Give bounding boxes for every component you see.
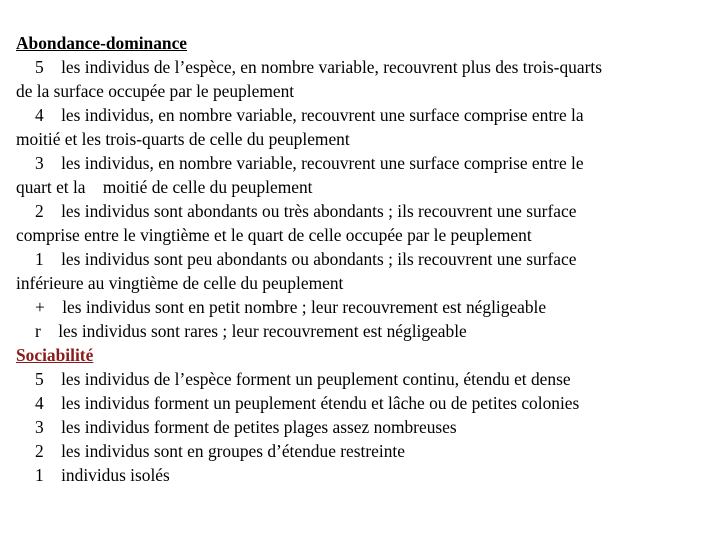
abondance-entry-3 bbox=[16, 151, 706, 175]
sociabilite-entry-3 bbox=[16, 415, 706, 439]
heading-abondance-dominance: Abondance-dominance bbox=[16, 33, 188, 53]
entry-code: 3 bbox=[35, 153, 44, 173]
abondance-entry-3-cont: quart et la moitié de celle du peuplement bbox=[16, 177, 313, 197]
entry-text: les individus forment de petites plages assez nombreuses bbox=[61, 417, 457, 437]
entry-text: les individus sont abondants ou très abondants ; ils recouvrent une surface bbox=[61, 201, 577, 221]
entry-code: 3 bbox=[35, 417, 44, 437]
abondance-entry-5-cont: de la surface occupée par le peuplement bbox=[16, 81, 295, 101]
entry-text: les individus de l’espèce, en nombre variable, recouvrent plus des trois-quarts bbox=[61, 57, 602, 77]
entry-code: 4 bbox=[35, 105, 44, 125]
entry-text: les individus sont en groupes d’étendue restreinte bbox=[61, 441, 405, 461]
entry-text: les individus sont peu abondants ou abondants ; ils recouvrent une surface bbox=[61, 249, 577, 269]
entry-text: individus isolés bbox=[61, 465, 170, 485]
abondance-entry-4-cont: moitié et les trois-quarts de celle du peuplement bbox=[16, 129, 350, 149]
sociabilite-entry-2 bbox=[16, 439, 706, 463]
abondance-entry-2-cont: comprise entre le vingtième et le quart de celle occupée par le peuplement bbox=[16, 225, 532, 245]
sociabilite-entry-1 bbox=[16, 463, 706, 487]
entry-text: les individus de l’espèce forment un peuplement continu, étendu et dense bbox=[61, 369, 571, 389]
entry-code: 5 bbox=[35, 369, 44, 389]
entry-code: r bbox=[35, 321, 41, 341]
abondance-entry-r bbox=[16, 319, 706, 343]
entry-text: les individus, en nombre variable, recouvrent une surface comprise entre la bbox=[61, 105, 584, 125]
abondance-entry-plus bbox=[16, 295, 706, 319]
sociabilite-entry-5 bbox=[16, 367, 706, 391]
abondance-entry-1-cont: inférieure au vingtième de celle du peuplement bbox=[16, 273, 344, 293]
entry-code: 2 bbox=[35, 201, 44, 221]
entry-text: les individus sont rares ; leur recouvrement est négligeable bbox=[58, 321, 467, 341]
entry-code: 2 bbox=[35, 441, 44, 461]
entry-text: les individus sont en petit nombre ; leur recouvrement est négligeable bbox=[62, 297, 547, 317]
entry-code: 1 bbox=[35, 465, 44, 485]
entry-code: + bbox=[35, 297, 45, 317]
abondance-entry-4 bbox=[16, 103, 706, 127]
entry-code: 5 bbox=[35, 57, 44, 77]
abondance-entry-5 bbox=[16, 55, 706, 79]
sociabilite-entry-4 bbox=[16, 391, 706, 415]
abondance-entry-1 bbox=[16, 247, 706, 271]
entry-code: 1 bbox=[35, 249, 44, 269]
entry-code: 4 bbox=[35, 393, 44, 413]
heading-sociabilite: Sociabilité bbox=[16, 345, 94, 365]
document-page bbox=[16, 31, 706, 487]
entry-text: les individus, en nombre variable, recouvrent une surface comprise entre le bbox=[61, 153, 584, 173]
abondance-entry-2 bbox=[16, 199, 706, 223]
entry-text: les individus forment un peuplement étendu et lâche ou de petites colonies bbox=[61, 393, 580, 413]
